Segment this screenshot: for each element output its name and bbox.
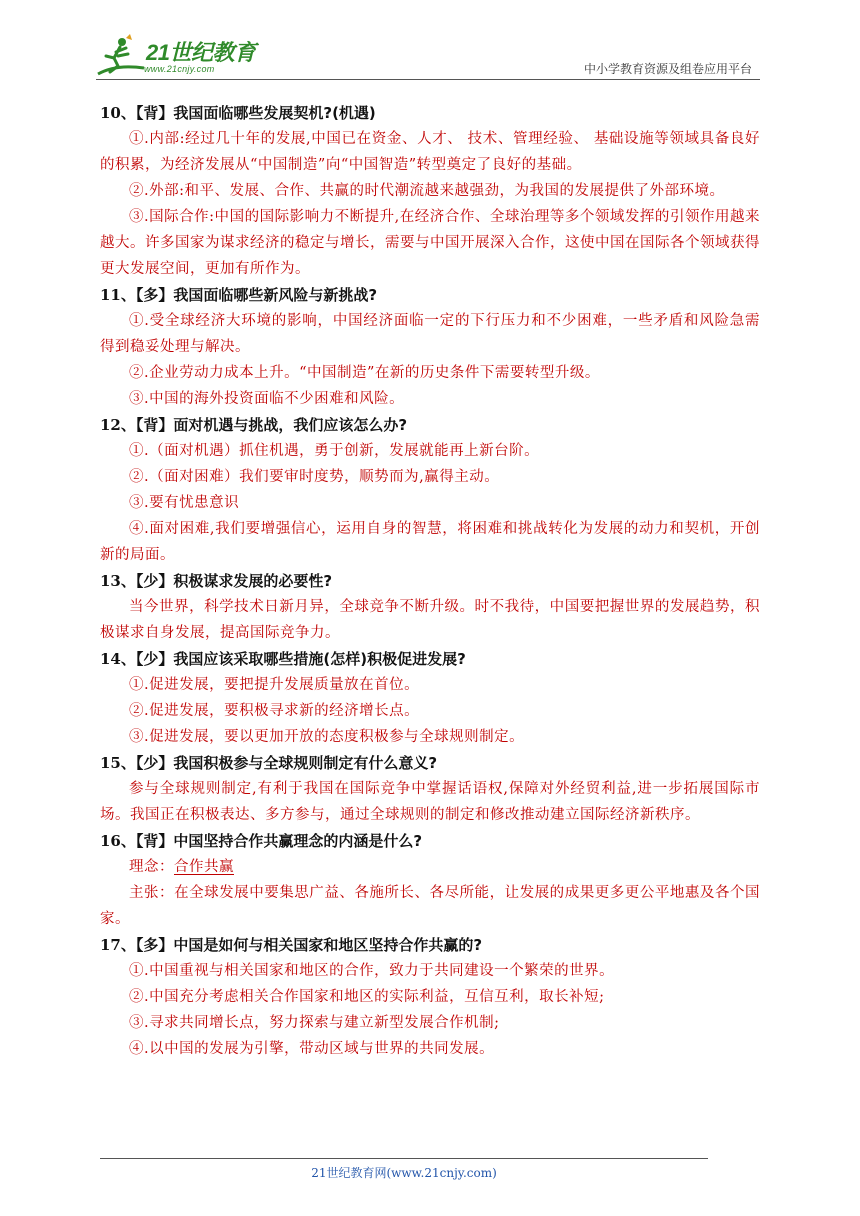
question-heading (100, 568, 760, 594)
answer-paragraph: ①.受全球经济大环境的影响，中国经济面临一定的下行压力和不少困难，一些矛盾和风险急需得到稳妥处理与解决。 (100, 313, 760, 355)
runner-logo-icon (96, 34, 146, 78)
question-text: 【背】中国坚持合作共赢理念的内涵是什么? (135, 832, 423, 850)
answer-paragraph: 当今世界，科学技术日新月异，全球竞争不断升级。时不我待，中国要把握世界的发展趋势，积极谋求自身发展，提高国际竞争力。 (100, 599, 760, 641)
answer-paragraph: ③.寻求共同增长点，努力探索与建立新型发展合作机制; (129, 1015, 500, 1031)
question-number: 13、 (100, 572, 136, 590)
concept-value: 合作共赢 (174, 859, 234, 875)
answer-paragraph: ③.要有忧患意识 (129, 495, 240, 511)
question-heading (100, 412, 760, 438)
footer-divider (100, 1158, 708, 1159)
question-text: 【背】面对机遇与挑战，我们应该怎么办? (135, 416, 408, 434)
page-header (96, 30, 756, 80)
platform-title: 中小学教育资源及组卷应用平台 (583, 62, 752, 76)
question-heading (100, 282, 760, 308)
question-text: 【少】我国应该采取哪些措施(怎样)积极促进发展? (135, 650, 466, 668)
answer-paragraph: ③.中国的海外投资面临不少困难和风险。 (129, 391, 405, 407)
answer-paragraph: ②.企业劳动力成本上升。“中国制造”在新的历史条件下需要转型升级。 (129, 365, 600, 381)
question-text: 【少】我国积极参与全球规则制定有什么意义? (135, 754, 438, 772)
answer-paragraph: ③.国际合作:中国的国际影响力不断提升,在经济合作、全球治理等多个领域发挥的引领作用越来越大。许多国家为谋求经济的稳定与增长，需要与中国开展深入合作，这使中国在国际各个领域获得更大发展空间，更加有所作为。 (100, 209, 760, 277)
document-body (100, 100, 760, 1062)
question-text: 【背】我国面临哪些发展契机?(机遇) (135, 104, 376, 122)
question-heading (100, 932, 760, 958)
question-heading (100, 100, 760, 126)
concept-label: 理念： (129, 859, 174, 875)
answer-paragraph: ④.面对困难,我们要增强信心，运用自身的智慧，将困难和挑战转化为发展的动力和契机，开创新的局面。 (100, 521, 760, 563)
answer-paragraph: ②.促进发展，要积极寻求新的经济增长点。 (129, 703, 420, 719)
question-text: 【多】我国面临哪些新风险与新挑战? (135, 286, 378, 304)
question-number: 10、 (100, 104, 136, 122)
answer-paragraph: ②.外部:和平、发展、合作、共赢的时代潮流越来越强劲，为我国的发展提供了外部环境。 (129, 183, 725, 199)
question-text: 【多】中国是如何与相关国家和地区坚持合作共赢的? (135, 936, 483, 954)
question-number: 12、 (100, 416, 136, 434)
header-divider (96, 79, 760, 80)
answer-paragraph: ①.中国重视与相关国家和地区的合作，致力于共同建设一个繁荣的世界。 (129, 963, 615, 979)
question-text: 【少】积极谋求发展的必要性? (135, 572, 333, 590)
concept-line (100, 854, 760, 880)
question-heading (100, 828, 760, 854)
question-number: 17、 (100, 936, 136, 954)
answer-paragraph: ③.促进发展，要以更加开放的态度积极参与全球规则制定。 (129, 729, 525, 745)
answer-paragraph: 主张：在全球发展中要集思广益、各施所长、各尽所能，让发展的成果更多更公平地惠及各个国家。 (100, 885, 760, 927)
site-logo[interactable] (96, 34, 266, 78)
answer-paragraph: ②.（面对困难）我们要审时度势，顺势而为,赢得主动。 (129, 469, 500, 485)
logo-text: 21世纪教育 (146, 40, 256, 65)
question-heading (100, 646, 760, 672)
answer-paragraph: ②.中国充分考虑相关合作国家和地区的实际利益，互信互利，取长补短; (129, 989, 605, 1005)
question-number: 11、 (100, 286, 136, 304)
logo-url: www.21cnjy.com (144, 64, 215, 74)
answer-paragraph: ①.（面对机遇）抓住机遇，勇于创新，发展就能再上新台阶。 (129, 443, 540, 459)
answer-paragraph: ①.内部:经过几十年的发展,中国已在资金、人才、 技术、管理经验、 基础设施等领域具备良好的积累，为经济发展从“中国制造”向“中国智造”转型奠定了良好的基础。 (100, 131, 760, 173)
answer-paragraph: ①.促进发展，要把提升发展质量放在首位。 (129, 677, 420, 693)
answer-paragraph: ④.以中国的发展为引擎，带动区域与世界的共同发展。 (129, 1041, 495, 1057)
question-number: 16、 (100, 832, 136, 850)
footer-link[interactable]: 21世纪教育网(www.21cnjy.com) (311, 1166, 497, 1180)
question-number: 14、 (100, 650, 136, 668)
answer-paragraph: 参与全球规则制定,有利于我国在国际竞争中掌握话语权,保障对外经贸利益,进一步拓展国际市场。我国正在积极表达、多方参与，通过全球规则的制定和修改推动建立国际经济新秩序。 (100, 781, 760, 823)
question-number: 15、 (100, 754, 136, 772)
question-heading (100, 750, 760, 776)
